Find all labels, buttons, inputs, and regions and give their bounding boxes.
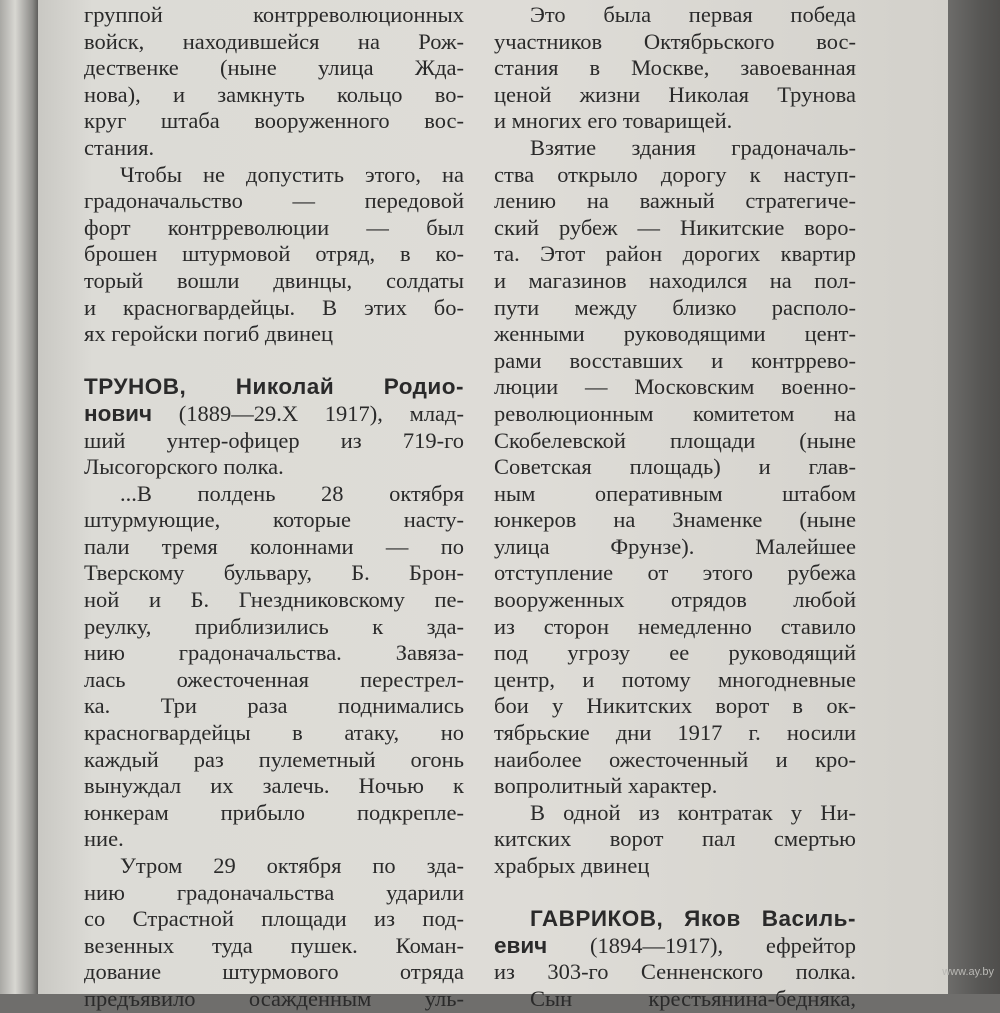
entry-name-heading: ГАВРИКОВ, Яков Василь- xyxy=(530,906,856,932)
text-line: китских ворот пал смертью xyxy=(494,826,856,852)
text-line: ние. xyxy=(84,826,124,852)
text-line: реулку, приблизились к зда- xyxy=(84,613,464,639)
text-line: Лысогорского полка. xyxy=(84,454,284,480)
text-line: под угрозу ее руководящий xyxy=(494,640,856,666)
right-column xyxy=(494,2,856,1013)
text-line: Чтобы не допустить этого, на xyxy=(120,161,464,187)
text-line: Взятие здания градоначаль- xyxy=(530,134,856,160)
text-line: тябрьские дни 1917 г. носили xyxy=(494,720,856,746)
text-line: вынуждал их залечь. Ночью к xyxy=(84,773,464,799)
text-line: участников Октябрьского вос- xyxy=(494,28,856,54)
text-line: юнкеров на Знаменке (ныне xyxy=(494,507,856,533)
text-line: ным оперативным штабом xyxy=(494,480,856,506)
text-line: женными руководящими цент- xyxy=(494,321,856,347)
biography-entry-trunov xyxy=(84,374,464,480)
left-column xyxy=(84,2,464,1013)
text-line: рами восставших и контррево- xyxy=(494,347,856,373)
text-line: торый вошли двинцы, солдаты xyxy=(84,267,464,293)
text-line: лась ожесточенная перестрел- xyxy=(84,666,464,692)
text-line: градоначальство — передовой xyxy=(84,188,464,214)
text-line: ях геройски погиб двинец xyxy=(84,321,334,347)
text-line: нова), и замкнуть кольцо во- xyxy=(84,81,464,107)
text-line: люции — Московским военно- xyxy=(494,374,856,400)
text-line: пути между близко располо- xyxy=(494,294,856,320)
right-paragraph-2 xyxy=(494,135,856,800)
text-line: и красногвардейцы. В этих бо- xyxy=(84,294,464,320)
entry-dates: (1894—1917), ефрейтор xyxy=(547,932,856,958)
text-line: форт контрреволюции — был xyxy=(84,214,464,240)
text-line: юнкерам прибыло подкрепле- xyxy=(84,799,464,825)
left-paragraph-3 xyxy=(84,481,464,853)
text-line: ...В полдень 28 октября xyxy=(120,480,464,506)
text-line: группой контрреволюционных xyxy=(84,2,464,27)
entry-dates: (1889—29.X 1917), млад- xyxy=(152,400,464,426)
text-line: В одной из контратак у Ни- xyxy=(530,799,856,825)
text-line: и магазинов находился на пол- xyxy=(494,267,856,293)
text-line: нию градоначальства. Завяза- xyxy=(84,640,464,666)
text-line: бои у Никитских ворот в ок- xyxy=(494,693,856,719)
text-line: наиболее ожесточенный и кро- xyxy=(494,746,856,772)
biography-entry-gavrikov xyxy=(494,906,856,1012)
text-line: Сын крестьянина-бедняка, xyxy=(530,985,856,1011)
paragraph-gap xyxy=(494,880,856,907)
text-line: революционным комитетом на xyxy=(494,400,856,426)
text-line: штурмующие, которые насту- xyxy=(84,507,464,533)
left-paragraph-1 xyxy=(84,2,464,162)
text-line: стания. xyxy=(84,134,155,160)
text-line: ценой жизни Николая Трунова xyxy=(494,81,856,107)
text-line: со Страстной площади из под- xyxy=(84,906,464,932)
text-line: войск, находившейся на Рож- xyxy=(84,28,464,54)
text-line: та. Этот район дорогих квартир xyxy=(494,241,856,267)
text-line: круг штаба вооруженного вос- xyxy=(84,108,464,134)
watermark: www.ay.by xyxy=(942,966,994,978)
text-line: Утром 29 октября по зда- xyxy=(120,853,464,878)
text-line: вопролитный характер. xyxy=(494,773,718,799)
text-line: красногвардейцы в атаку, но xyxy=(84,720,464,746)
text-line: из сторон немедленно ставило xyxy=(494,613,856,639)
text-line: из 303-го Сенненского полка. xyxy=(494,959,856,985)
text-line: центр, и потому многодневные xyxy=(494,666,856,692)
text-line: ский рубеж — Никитские воро- xyxy=(494,214,856,240)
left-paragraph-2 xyxy=(84,162,464,348)
text-line: отступление от этого рубежа xyxy=(494,560,856,586)
text-line: ной и Б. Гнездниковскому пе- xyxy=(84,587,464,613)
text-line: Это была первая победа xyxy=(530,2,856,27)
text-line: Скобелевской площади (ныне xyxy=(494,427,856,453)
text-line: ший унтер-офицер из 719-го xyxy=(84,427,464,453)
text-line: храбрых двинец xyxy=(494,853,650,878)
text-line: везенных туда пушек. Коман- xyxy=(84,932,464,958)
text-line: вооруженных отрядов любой xyxy=(494,587,856,613)
right-paragraph-3 xyxy=(494,800,856,880)
entry-name-line xyxy=(84,401,464,428)
text-line: стания в Москве, завоеванная xyxy=(494,55,856,81)
text-line: пали тремя колоннами — по xyxy=(84,533,464,559)
text-line: дественке (ныне улица Жда- xyxy=(84,55,464,81)
page-edge-shadow xyxy=(948,0,1000,994)
text-line: каждый раз пулеметный огонь xyxy=(84,746,464,772)
book-spine-shadow xyxy=(0,0,38,994)
right-paragraph-1 xyxy=(494,2,856,135)
text-line: брошен штурмовой отряд, в ко- xyxy=(84,241,464,267)
text-line: улица Фрунзе). Малейшее xyxy=(494,533,856,559)
entry-name-continuation: евич xyxy=(494,932,548,958)
text-line: Тверскому бульвару, Б. Брон- xyxy=(84,560,464,586)
text-line: лению на важный стратегиче- xyxy=(494,188,856,214)
text-line: и многих его товарищей. xyxy=(494,108,733,134)
entry-name-line xyxy=(494,933,856,960)
left-paragraph-4 xyxy=(84,853,464,1013)
text-line: нию градоначальства ударили xyxy=(84,879,464,905)
text-line: ка. Три раза поднимались xyxy=(84,693,464,719)
text-line: дование штурмового отряда xyxy=(84,959,464,985)
paragraph-gap xyxy=(84,348,464,375)
entry-name-heading: ТРУНОВ, Николай Родио- xyxy=(84,374,464,400)
text-line: предъявило осажденным уль- xyxy=(84,985,464,1011)
text-line: Советская площадь) и глав- xyxy=(494,454,856,480)
entry-name-continuation: нович xyxy=(84,400,153,426)
text-line: ства открыло дорогу к наступ- xyxy=(494,161,856,187)
